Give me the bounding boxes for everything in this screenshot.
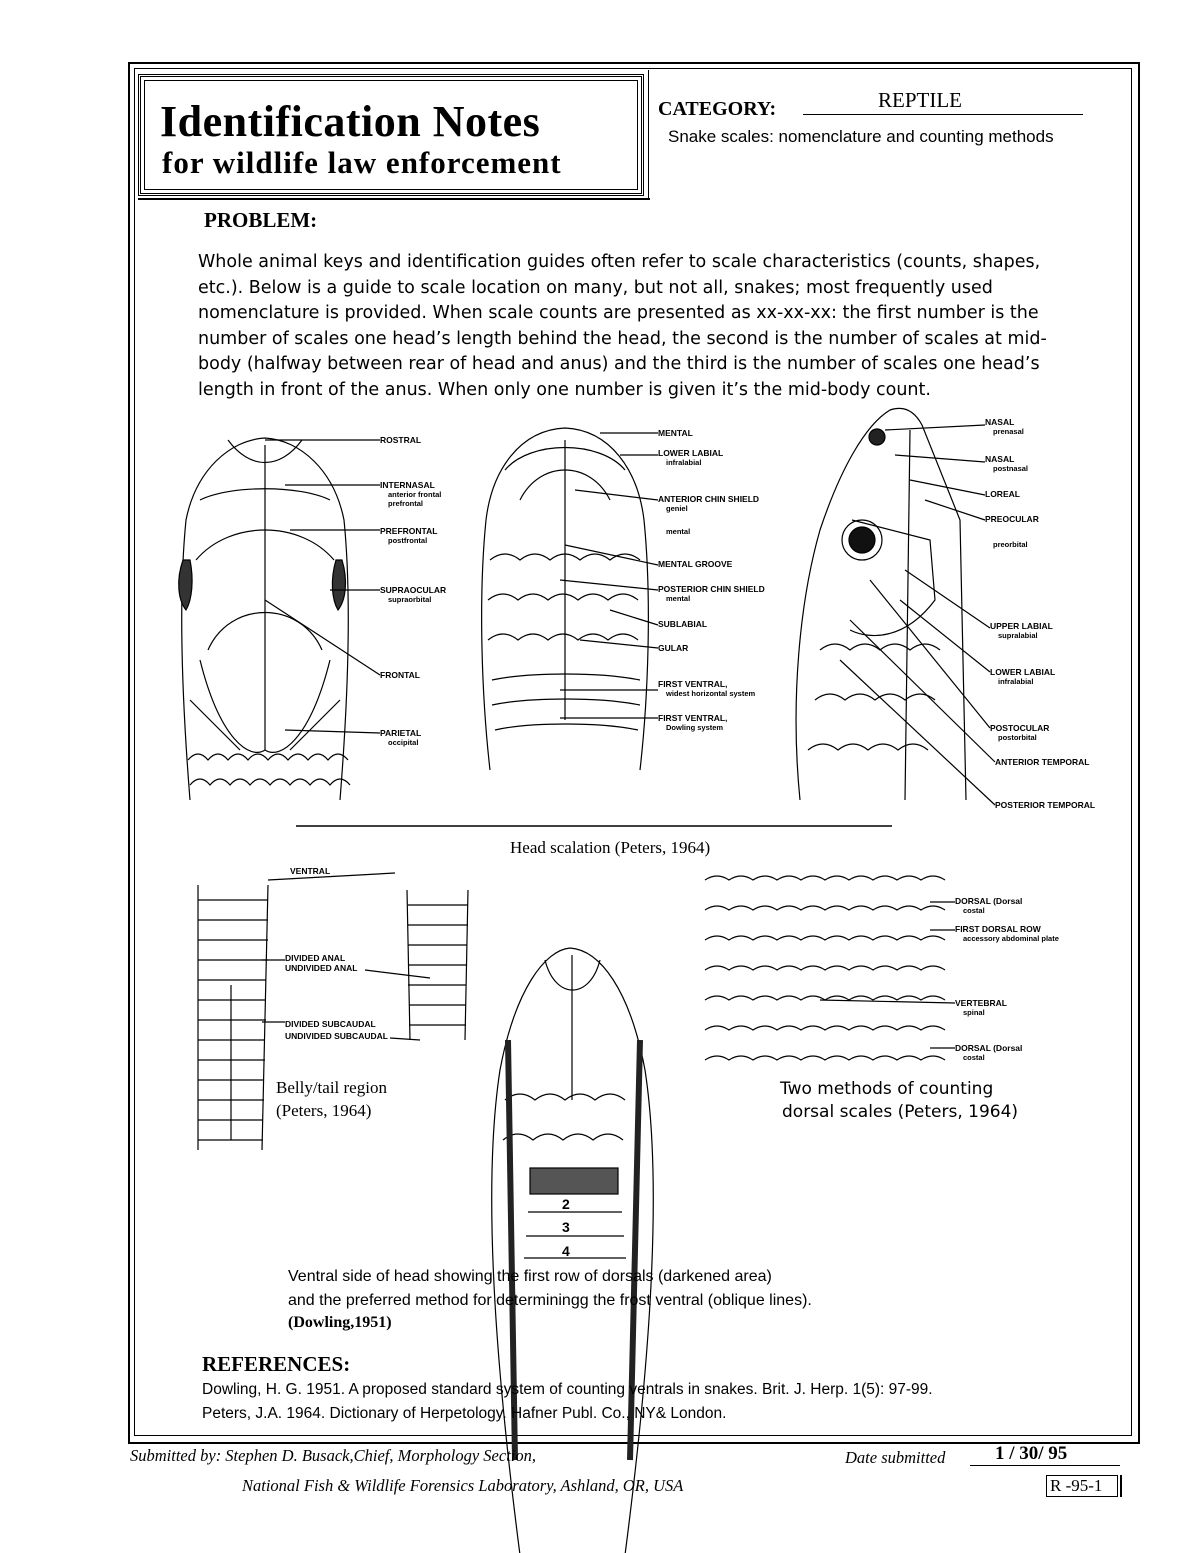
label-first-ventral-1-main: FIRST VENTRAL, [658,679,728,689]
label-vertebral-alt: spinal [963,1008,985,1017]
document-subtitle: Snake scales: nomenclature and counting methods [668,127,1054,146]
label-nasal-2-alt: postnasal [993,464,1029,473]
report-code-box-edge [1120,1475,1122,1497]
label-anterior-chin-main: ANTERIOR CHIN SHIELD [658,494,760,504]
label-dorsal-costal-1 [955,897,1022,915]
label-chin-lower-labial [658,449,723,467]
label-posterior-chin-main: POSTERIOR CHIN SHIELD [658,584,765,594]
belly-caption-2: (Peters, 1964) [276,1101,372,1120]
label-first-ventral-1-alt: widest horizontal system [666,689,756,698]
submitted-by-line1: Submitted by: Stephen D. Busack,Chief, Morphology Section, [130,1446,536,1465]
label-divided-anal: DIVIDED ANAL [285,953,346,963]
belly-caption-1: Belly/tail region [276,1078,387,1097]
dorsal-caption-2: dorsal scales (Peters, 1964) [782,1102,1019,1122]
label-prefrontal-main: PREFRONTAL [380,526,438,536]
ventral-caption-3: (Dowling,1951) [288,1314,392,1331]
label-supraocular [380,586,446,604]
label-internasal-main: INTERNASAL [380,480,435,490]
problem-heading: PROBLEM: [204,208,318,232]
label-first-row-main: FIRST DORSAL ROW [955,924,1041,934]
label-postocular-main: POSTOCULAR [990,723,1050,733]
label-nasal-1-alt: prenasal [993,427,1024,436]
label-upper-labial [990,622,1053,640]
label-vertebral-main: VERTEBRAL [955,998,1007,1008]
reference-item: Peters, J.A. 1964. Dictionary of Herpetology. Hafner Publ. Co., NY& London. [202,1405,727,1422]
label-divided-subcaudal: DIVIDED SUBCAUDAL [285,1019,376,1029]
date-label: Date submitted [845,1448,946,1467]
label-nasal-post [985,455,1028,473]
label-preocular-main: PREOCULAR [985,514,1039,524]
side-head-drawing [796,408,995,805]
label-dorsal-2-alt: costal [963,1053,985,1062]
label-loreal: LOREAL [985,489,1020,499]
label-supraocular-alt: supraorbital [388,595,432,604]
label-first-dorsal-row [955,925,1059,943]
label-parietal [380,729,421,747]
ventral-number-3: 3 [562,1219,570,1235]
label-vertebral [955,999,1007,1017]
label-postocular [990,724,1049,742]
label-sublabial: SUBLABIAL [658,619,708,629]
ventral-number-4: 4 [562,1243,570,1259]
submitted-by-line2: National Fish & Wildlife Forensics Laboratory, Ashland, OR, USA [242,1476,684,1495]
label-chin-lower-labial-main: LOWER LABIAL [658,448,724,458]
date-underline [970,1465,1120,1466]
label-side-lower-labial-main: LOWER LABIAL [990,667,1056,677]
label-supraocular-main: SUPRAOCULAR [380,585,447,595]
ventral-number-2: 2 [562,1196,570,1212]
label-nasal-1-main: NASAL [985,417,1015,427]
label-side-lower-labial [990,668,1055,686]
label-first-row-alt: accessory abdominal plate [963,934,1059,943]
label-mental-groove: MENTAL GROOVE [658,559,733,569]
label-first-ventral-2-alt: Dowling system [666,723,724,732]
label-parietal-alt: occipital [388,738,419,747]
label-prefrontal-alt: postfrontal [388,536,428,545]
label-internasal-alt2: prefrontal [388,499,424,508]
label-mental: MENTAL [658,428,693,438]
label-posterior-temporal: POSTERIOR TEMPORAL [995,800,1096,810]
label-parietal-main: PARIETAL [380,728,422,738]
label-internasal-alt1: anterior frontal [388,490,442,499]
dorsal-scales-drawing [705,876,955,1060]
category-label: CATEGORY: [658,98,777,120]
label-first-ventral-2-main: FIRST VENTRAL, [658,713,728,723]
report-code: R -95-1 [1050,1476,1103,1495]
label-internasal [380,481,441,508]
label-anterior-chin-shield [658,495,759,536]
label-postocular-alt: postorbital [998,733,1037,742]
label-frontal: FRONTAL [380,670,420,680]
label-anterior-chin-alt2: mental [666,527,691,536]
label-nasal-2-main: NASAL [985,454,1015,464]
label-chin-lower-labial-alt: infralabial [666,458,702,467]
label-undivided-subcaudal: UNDIVIDED SUBCAUDAL [285,1031,388,1041]
ventral-caption-2: and the preferred method for determiningg the frost ventral (oblique lines). [288,1292,812,1309]
label-posterior-chin-shield [658,585,765,603]
category-value: REPTILE [878,88,962,112]
label-first-ventral-widest [658,680,755,698]
dorsal-caption-1: Two methods of counting [780,1079,994,1099]
label-ventral: VENTRAL [290,866,331,876]
title-sub: for wildlife law enforcement [162,145,562,180]
label-rostral: ROSTRAL [380,435,422,445]
label-posterior-chin-alt: mental [666,594,691,603]
label-upper-labial-alt: supralabial [998,631,1038,640]
label-side-lower-labial-alt: infralabial [998,677,1034,686]
chin-drawing [482,428,658,770]
ventral-caption-1: Ventral side of head showing the first row of dorsals (darkened area) [288,1268,772,1285]
label-first-ventral-dowling [658,714,727,732]
label-anterior-chin-alt1: geniel [666,504,688,513]
label-upper-labial-main: UPPER LABIAL [990,621,1053,631]
label-gular: GULAR [658,643,689,653]
label-dorsal-1-alt: costal [963,906,985,915]
label-undivided-anal: UNDIVIDED ANAL [285,963,358,973]
references-heading: REFERENCES: [202,1352,351,1376]
label-dorsal-2-main: DORSAL (Dorsal [955,1043,1023,1053]
reference-item: Dowling, H. G. 1951. A proposed standard system of counting ventrals in snakes. Brit. J. Herp. 1(5): 97-99. [202,1381,933,1398]
dorsal-head-drawing [179,438,380,800]
date-value: 1 / 30/ 95 [995,1443,1068,1464]
label-prefrontal [380,527,437,545]
label-dorsal-costal-2 [955,1044,1022,1062]
label-dorsal-1-main: DORSAL (Dorsal [955,896,1023,906]
label-preocular [985,515,1039,549]
label-anterior-temporal: ANTERIOR TEMPORAL [995,757,1090,767]
title-main: Identification Notes [160,97,541,146]
label-preocular-alt: preorbital [993,540,1028,549]
label-nasal-pre [985,418,1024,436]
head-scalation-caption: Head scalation (Peters, 1964) [510,838,711,857]
problem-text: Whole animal keys and identification guides often refer to scale characteristics (counts, shapes, etc.). Below is a guide to scale location on many, but not all, snakes; most frequently used nomenclature is provided. When scale counts are presented as xx-xx-xx: the first number is the number of scales one head’s length behind the head, the second is the number of scales at mid-body (halfway between rear of head and anus) and the third is the number of scales one head’s length in front of the anus. When only one number is given it’s the mid-body count. [198,252,1047,400]
